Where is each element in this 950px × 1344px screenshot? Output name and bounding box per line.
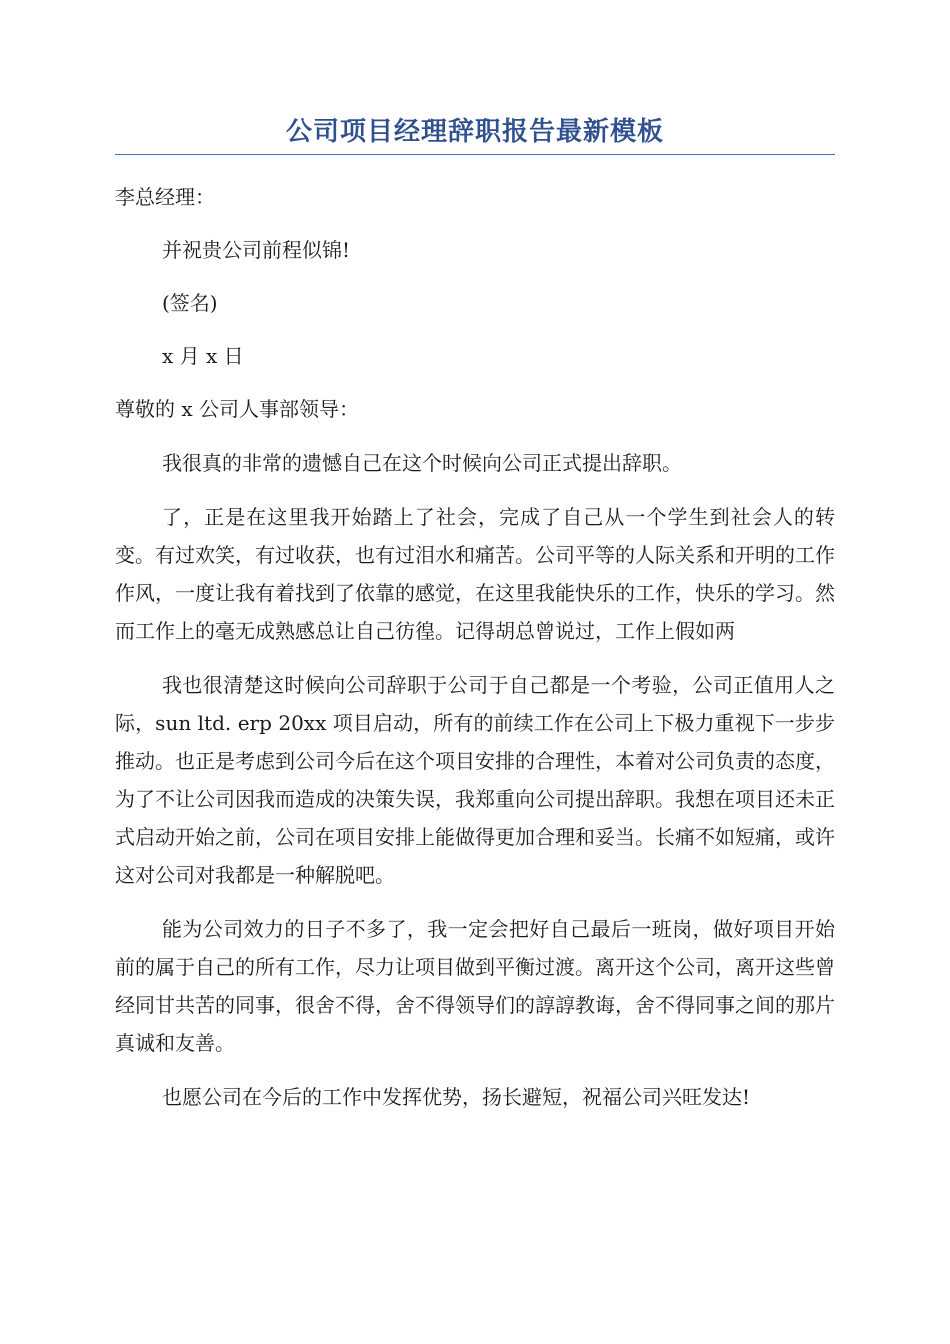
document-body	[115, 178, 835, 1116]
paragraph: 也愿公司在今后的工作中发挥优势，扬长避短，祝福公司兴旺发达!	[162, 1085, 751, 1109]
paragraph: 能为公司效力的日子不多了，我一定会把好自己最后一班岗，做好项目开始前的属于自己的所有工作，尽力让项目做到平衡过渡。离开这个公司，离开这些曾经同甘共苦的同事，很舍不得，舍不得领导们的諄諄教诲，舍不得同事之间的那片真诚和友善。	[115, 917, 835, 1055]
closing-wish: 并祝贵公司前程似锦!	[162, 238, 351, 262]
signature-line: (签名)	[162, 291, 218, 315]
document-title: 公司项目经理辞职报告最新模板	[285, 117, 664, 147]
date-line: x 月 x 日	[162, 344, 244, 368]
paragraph: 我很真的非常的遗憾自己在这个时候向公司正式提出辞职。	[162, 451, 682, 475]
salutation-general-manager: 李总经理：	[115, 185, 215, 209]
title-underline	[115, 154, 835, 155]
paragraph: 了，正是在这里我开始踏上了社会，完成了自己从一个学生到社会人的转变。有过欢笑，有过收获，也有过泪水和痛苦。公司平等的人际关系和开明的工作作风，一度让我有着找到了依靠的感觉，在这里我能快乐的工作，快乐的学习。然而工作上的毫无成熟感总让自己彷徨。记得胡总曾说过，工作上假如两	[115, 505, 835, 643]
paragraph: 我也很清楚这时候向公司辞职于公司于自己都是一个考验，公司正值用人之际，sun ltd. erp 20xx 项目启动，所有的前续工作在公司上下极力重视下一步步推动。也正是考虑到公司今后在这个项目安排的合理性，本着对公司负责的态度，为了不让公司因我而造成的决策失误，我郑重向公司提出辞职。我想在项目还未正式启动开始之前，公司在项目安排上能做得更加合理和妥当。长痛不如短痛，或许这对公司对我都是一种解脱吧。	[115, 673, 835, 887]
salutation-hr: 尊敬的 x 公司人事部领导：	[115, 397, 359, 421]
